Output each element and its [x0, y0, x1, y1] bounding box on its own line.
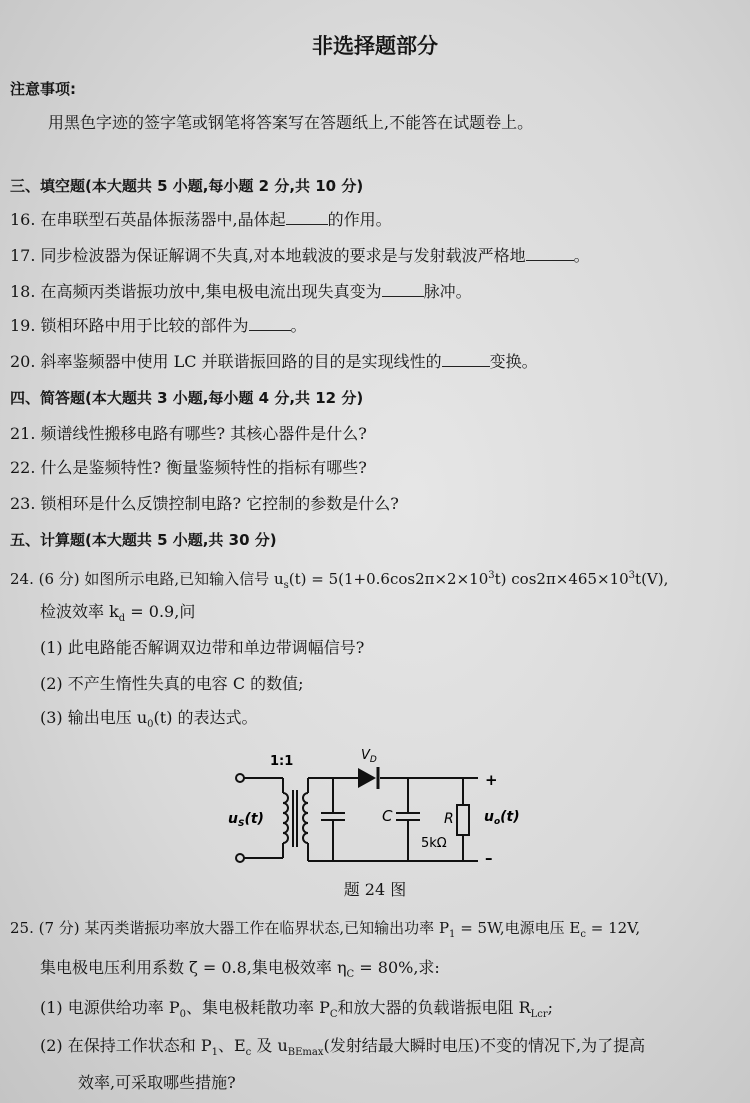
q25-text: (2) 在保持工作状态和 P: [40, 1036, 212, 1055]
section5-heading: 五、计算题(本大题共 5 小题,共 30 分): [10, 531, 277, 549]
q19-text-b: 。: [290, 316, 307, 335]
page-title: 非选择题部分: [312, 34, 438, 58]
q24-sub-s: s: [283, 580, 289, 591]
q25-sub: C: [329, 1009, 338, 1021]
question-24-part1: (1) 此电路能否解调双边带和单边带调幅信号?: [40, 638, 365, 657]
q24-text: 24. (6 分) 如图所示电路,已知输入信号 u: [10, 570, 284, 588]
q24-text: (t) = 5(1+0.6cos2π×2×10: [288, 570, 489, 588]
output-plus-label: +: [485, 771, 498, 789]
question-17: [10, 245, 590, 267]
q24-text: = 0.9,问: [125, 602, 196, 621]
q16-text-a: 16. 在串联型石英晶体振荡器中,晶体起: [10, 210, 286, 229]
input-terminal-bottom: [236, 854, 244, 862]
primary-coil: [283, 793, 288, 843]
q25-text: (1) 电源供给功率 P: [40, 998, 180, 1017]
q25-text: 及 u: [251, 1036, 288, 1055]
question-24-line2: [40, 601, 195, 630]
q24-text: (3) 输出电压 u: [40, 708, 148, 727]
q25-sub: c: [245, 1047, 252, 1059]
resistor-value-label: 5kΩ: [421, 836, 447, 851]
question-18: [10, 281, 472, 303]
q24-text: t(V),: [635, 570, 669, 588]
q25-sub: 1: [211, 1047, 218, 1059]
capacitor-c-label: C: [382, 807, 393, 825]
q25-text: = 5W,电源电压 E: [455, 919, 581, 937]
q25-text: ;: [547, 998, 554, 1017]
answer-blank: [442, 352, 490, 367]
q24-sub-d: d: [118, 613, 126, 625]
q25-sub: 1: [449, 929, 456, 940]
q25-sub: c: [580, 929, 586, 940]
q24-text: t) cos2π×465×10: [494, 570, 629, 588]
question-16: [10, 209, 392, 231]
question-19: [10, 315, 307, 337]
answer-blank: [526, 246, 574, 261]
circuit-diagram: [218, 745, 548, 875]
q25-text: = 80%,求:: [354, 958, 440, 977]
resistor: [457, 805, 469, 835]
question-24-line1: [10, 565, 668, 597]
section3-heading: 三、填空题(本大题共 5 小题,每小题 2 分,共 10 分): [10, 177, 364, 195]
q24-sub-0: 0: [147, 719, 154, 731]
turns-ratio-label: 1:1: [270, 754, 294, 769]
question-24-part3: [40, 707, 258, 736]
q18-text-a: 18. 在高频丙类谐振功放中,集电极电流出现失真变为: [10, 282, 382, 301]
question-23: 23. 锁相环是什么反馈控制电路? 它控制的参数是什么?: [10, 494, 399, 513]
q25-sub: 0: [179, 1009, 186, 1021]
figure-caption: 题 24 图: [343, 880, 407, 899]
q25-text: 集电极电压利用系数 ζ = 0.8,集电极效率 η: [40, 958, 347, 977]
q25-text: (发射结最大瞬时电压)不变的情况下,为了提高: [323, 1036, 646, 1055]
question-25-part2-cont: 效率,可采取哪些措施?: [78, 1073, 236, 1092]
q25-sub: Lcr: [530, 1009, 548, 1021]
question-24-part2: (2) 不产生惰性失真的电容 C 的数值;: [40, 674, 304, 693]
q25-text: = 12V,: [585, 919, 641, 937]
q25-text: 25. (7 分) 某丙类谐振功率放大器工作在临界状态,已知输出功率 P: [10, 919, 450, 937]
q19-text-a: 19. 锁相环路中用于比较的部件为: [10, 316, 249, 335]
q25-text: 和放大器的负载谐振电阻 R: [337, 998, 531, 1017]
question-20: [10, 351, 538, 373]
secondary-coil: [303, 793, 308, 843]
diode: [358, 767, 378, 789]
notice-heading: 注意事项:: [10, 80, 76, 98]
q16-text-b: 的作用。: [327, 210, 392, 229]
q25-text: 、E: [217, 1036, 246, 1055]
section4-heading: 四、简答题(本大题共 3 小题,每小题 4 分,共 12 分): [10, 389, 364, 407]
question-25-line1: [10, 917, 640, 946]
q17-text-b: 。: [573, 246, 590, 265]
input-terminal-top: [236, 774, 244, 782]
q24-sup: 3: [628, 570, 636, 581]
diode-label: $V_D$: [361, 748, 377, 765]
question-25-part1: [40, 997, 553, 1026]
q24-sup: 3: [488, 570, 495, 581]
question-22: 22. 什么是鉴频特性? 衡量鉴频特性的指标有哪些?: [10, 458, 367, 477]
q24-text: (t) 的表达式。: [153, 708, 258, 727]
resistor-r-label: R: [444, 811, 454, 827]
output-minus-label: –: [485, 849, 493, 867]
q25-text: 、集电极耗散功率 P: [185, 998, 330, 1017]
notice-text: 用黑色字迹的签字笔或钢笔将答案写在答题纸上,不能答在试题卷上。: [48, 113, 534, 132]
answer-blank: [249, 316, 291, 331]
input-signal-label: $u_S(t)$: [228, 811, 264, 829]
question-21: 21. 频谱线性搬移电路有哪些? 其核心器件是什么?: [10, 424, 367, 443]
question-25-line2: [40, 957, 440, 986]
answer-blank: [286, 210, 328, 225]
q20-text-a: 20. 斜率鉴频器中使用 LC 并联谐振回路的目的是实现线性的: [10, 352, 442, 371]
question-25-part2: [40, 1035, 645, 1064]
q20-text-b: 变换。: [489, 352, 538, 371]
q17-text-a: 17. 同步检波器为保证解调不失真,对本地载波的要求是与发射载波严格地: [10, 246, 526, 265]
q24-text: 检波效率 k: [40, 602, 119, 621]
output-signal-label: $u_o(t)$: [484, 809, 520, 827]
q18-text-b: 脉冲。: [423, 282, 472, 301]
answer-blank: [382, 282, 424, 297]
q25-sub: C: [346, 969, 355, 981]
q25-sub: BEmax: [287, 1047, 324, 1059]
